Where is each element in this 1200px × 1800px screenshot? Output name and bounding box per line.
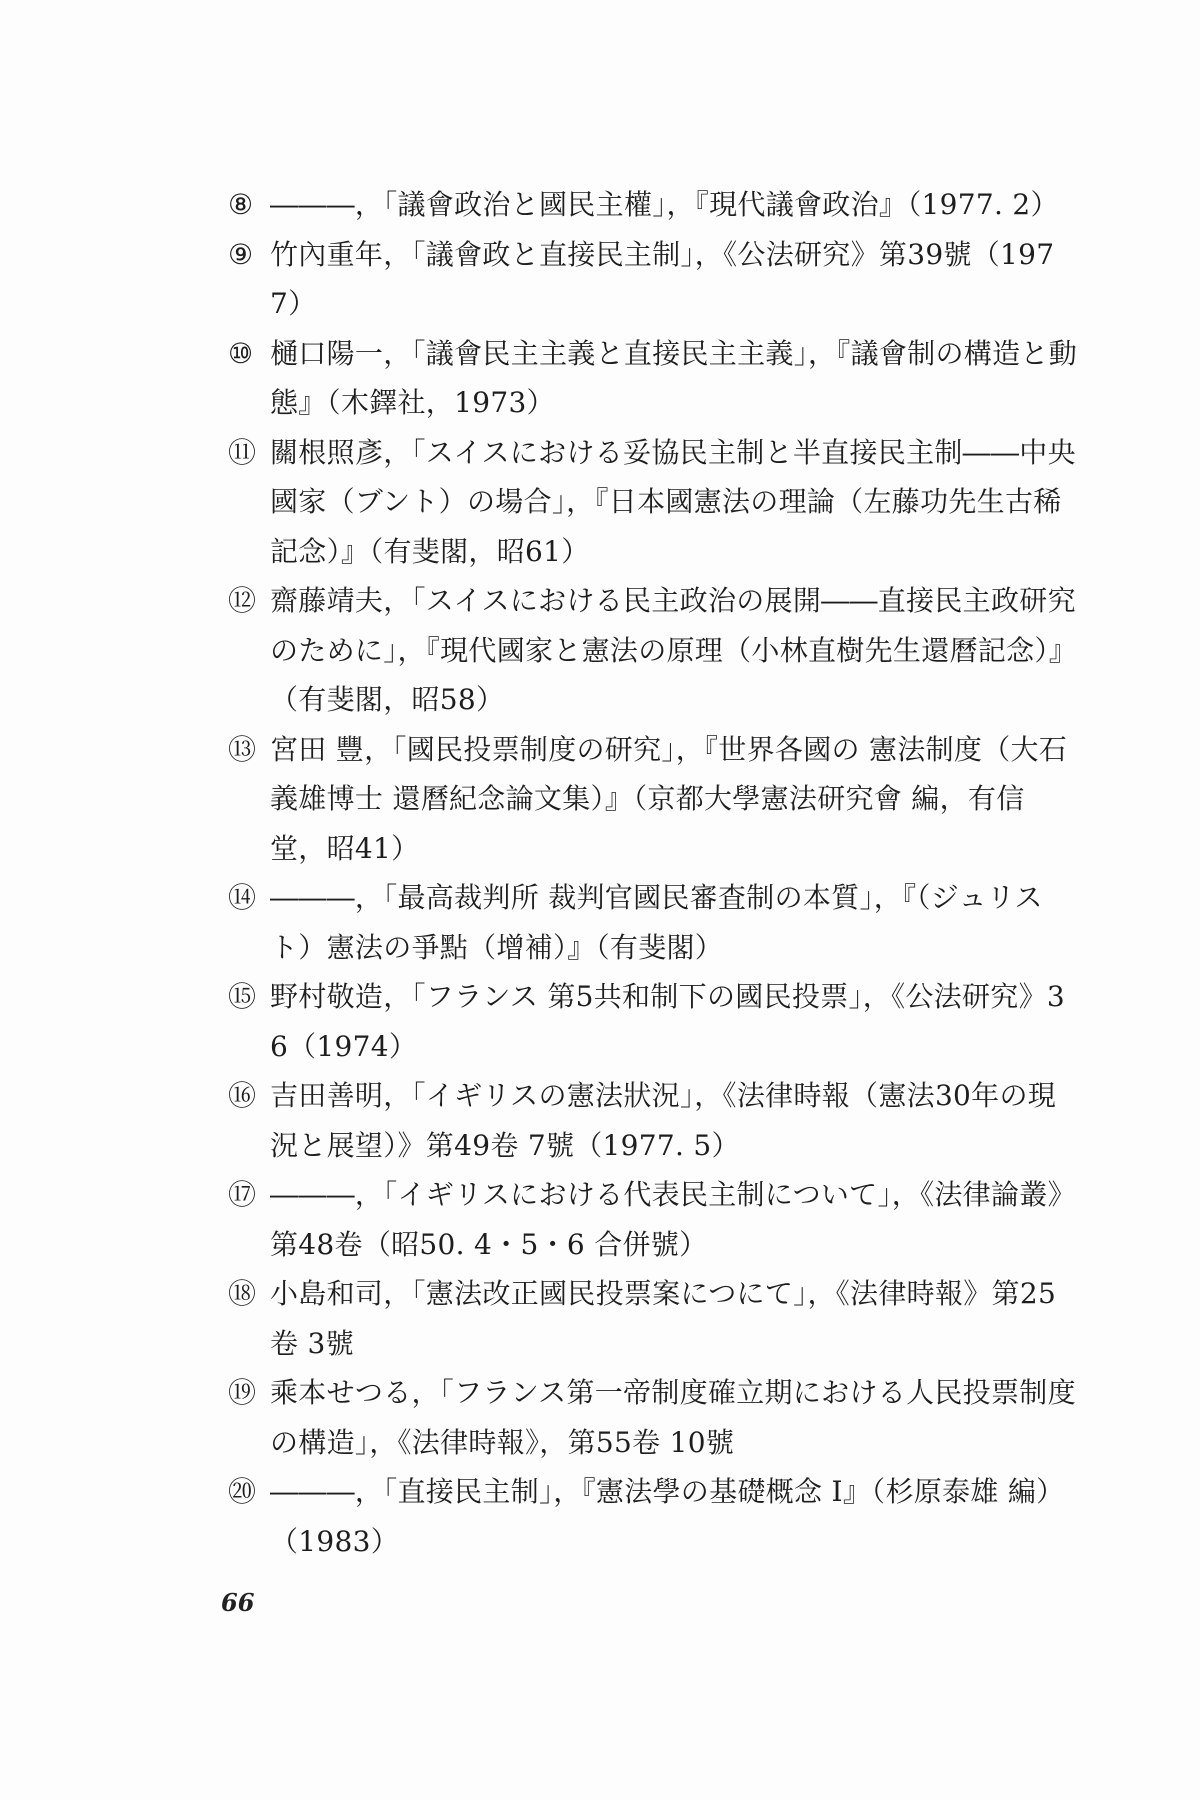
reference-item: [228, 1071, 1078, 1170]
reference-number: ⑮: [228, 980, 257, 1013]
reference-number: ⑱: [228, 1277, 257, 1310]
page-number: 66: [221, 1588, 255, 1617]
reference-number: ⑰: [228, 1178, 257, 1211]
reference-item: [228, 972, 1078, 1071]
reference-text: 小島和司，「憲法改正國民投票案につにて」，《法律時報》第25卷 3號: [270, 1277, 1057, 1360]
reference-item: [228, 329, 1078, 428]
reference-number: ⑲: [228, 1376, 257, 1409]
reference-number: ⑬: [228, 732, 257, 766]
reference-number: ⑫: [228, 584, 257, 617]
reference-item: [228, 873, 1078, 972]
reference-text: 樋口陽一，「議會民主主義と直接民主主義」，『議會制の構造と動態』（木鐸社，1973）: [270, 336, 1078, 419]
reference-item: [228, 725, 1078, 874]
reference-item: [228, 1170, 1078, 1269]
reference-item: [228, 230, 1078, 329]
reference-text: 吉田善明，「イギリスの憲法狀況」，《法律時報（憲法30年の現況と展望）》第49卷 7號（1977. 5）: [270, 1079, 1057, 1162]
reference-text: ―――，「イギリスにおける代表民主制について」，《法律論叢》第48卷（昭50. 4・5・6 合併號）: [270, 1178, 1076, 1261]
reference-list: [228, 180, 1078, 1566]
reference-text: ―――，「最高裁判所 裁判官國民審査制の本質」，『（ジュリスト）憲法の爭點（增補）』（有斐閣）: [270, 881, 1043, 964]
reference-text: 宮田 豐，「國民投票制度の研究」，『世界各國の 憲法制度（大石義雄博士 還曆紀念論文集）』（京都大學憲法研究會 編，有信堂，昭41）: [270, 732, 1068, 865]
reference-item: [228, 576, 1078, 725]
reference-number: ⑪: [228, 435, 257, 469]
reference-text: 齋藤靖夫，「スイスにおける民主政治の展開――直接民主政研究のために」，『現代國家と憲法の原理（小林直樹先生還曆記念）』（有斐閣，昭58）: [270, 584, 1078, 716]
reference-text: ―――，「議會政治と國民主權」，『現代議會政治』（1977. 2）: [270, 188, 1059, 221]
reference-number: ⑭: [228, 881, 257, 914]
reference-item: [228, 1269, 1078, 1368]
reference-item: [228, 1368, 1078, 1467]
reference-item: [228, 1467, 1078, 1566]
reference-text: 關根照彥，「スイスにおける妥協民主制と半直接民主制――中央國家（ブント）の場合」，『日本國憲法の理論（左藤功先生古稀記念）』（有斐閣，昭61）: [270, 435, 1076, 568]
reference-number: ⑨: [228, 237, 254, 271]
reference-item: [228, 180, 1078, 230]
reference-number: ⑧: [228, 188, 254, 221]
reference-number: ⑯: [228, 1079, 257, 1112]
reference-number: ⑩: [228, 336, 254, 370]
reference-text: 乘本せつる，「フランス第一帝制度確立期における人民投票制度の構造」，《法律時報》，第55卷 10號: [270, 1376, 1076, 1459]
reference-number: ⑳: [228, 1475, 257, 1508]
reference-text: 野村敬造，「フランス 第5共和制下の國民投票」，《公法研究》36（1974）: [270, 980, 1065, 1063]
reference-text: 竹內重年，「議會政と直接民主制」，《公法研究》第39號（1977）: [270, 237, 1055, 320]
reference-text: ―――，「直接民主制」，『憲法學の基礎概念 I』（杉原泰雄 編）（1983）: [270, 1475, 1065, 1558]
reference-item: [228, 428, 1078, 577]
